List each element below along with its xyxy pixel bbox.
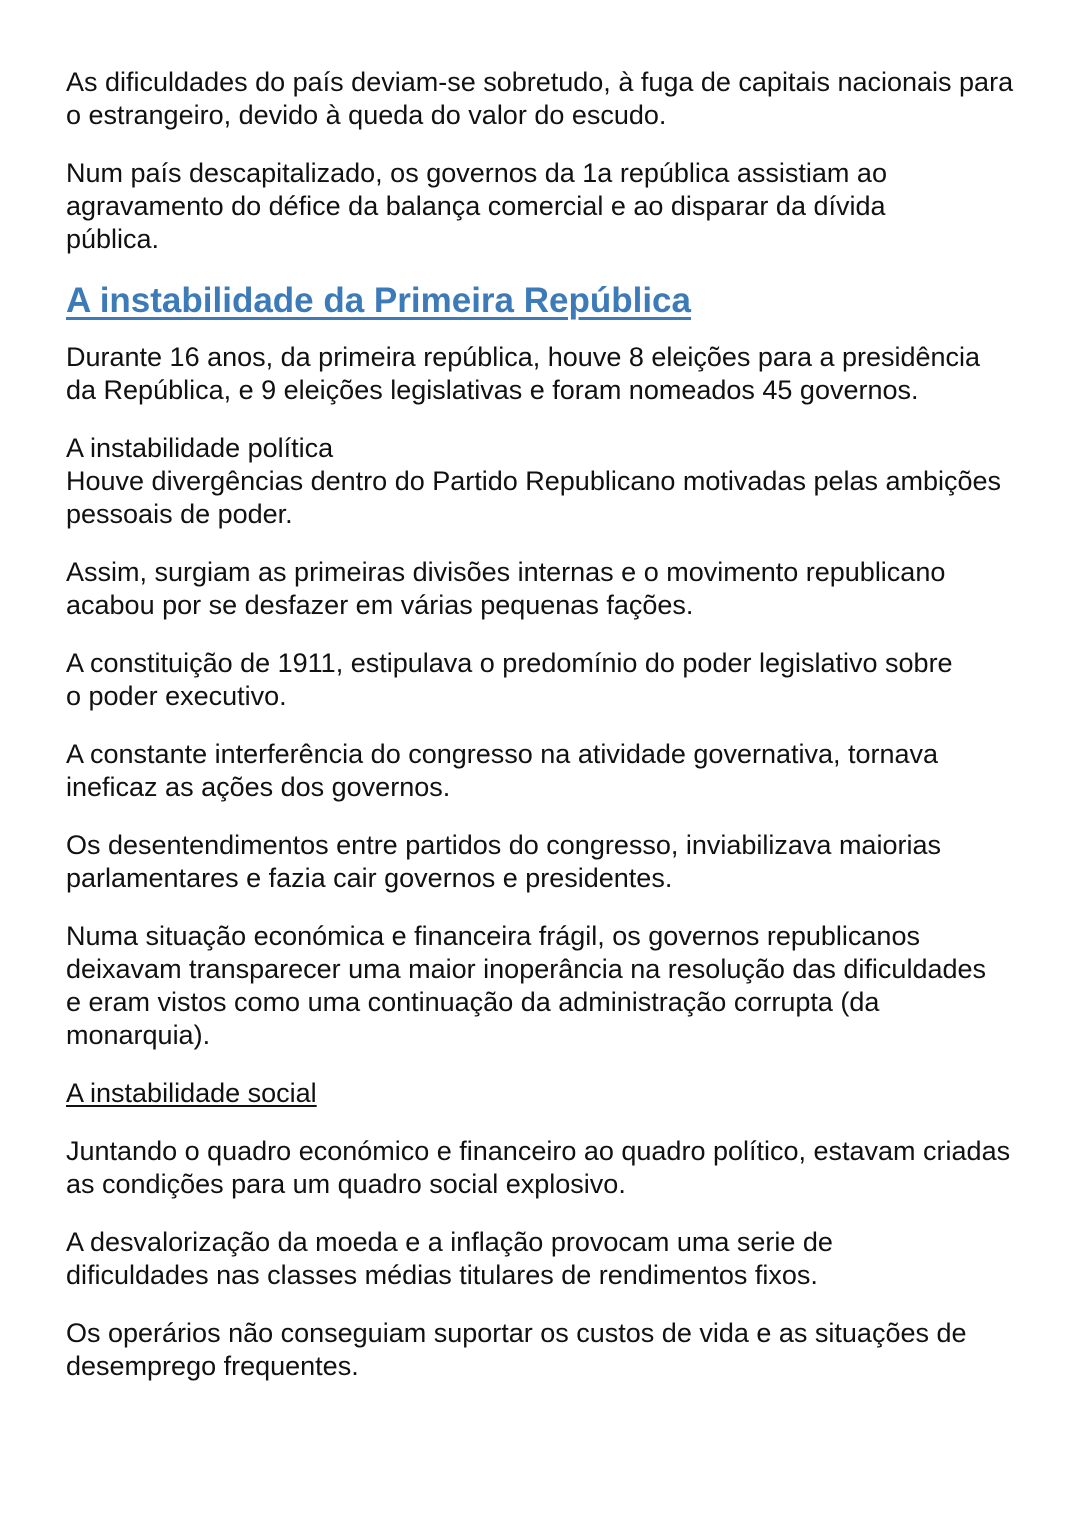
paragraph: Os operários não conseguiam suportar os custos de vida e as situações de desemprego frequentes.	[66, 1318, 967, 1381]
paragraph: A constante interferência do congresso na atividade governativa, tornava ineficaz as ações dos governos.	[66, 739, 939, 802]
paragraph: Durante 16 anos, da primeira república, houve 8 eleições para a presidência da República, e 9 eleições legislativas e foram nomeados 45 governos.	[66, 342, 981, 405]
subsection-title: A instabilidade social	[66, 1078, 317, 1108]
paragraph: As dificuldades do país deviam-se sobretudo, à fuga de capitais nacionais para o estrangeiro, devido à queda do valor do escudo.	[66, 67, 1014, 130]
paragraph: Os desentendimentos entre partidos do congresso, inviabilizava maiorias parlamentares e fazia cair governos e presidentes.	[66, 830, 941, 893]
paragraph: Numa situação económica e financeira frágil, os governos republicanos deixavam transparecer uma maior inoperância na resolução das dificuldades e eram vistos como uma continuação da administração corrupta (da monarquia).	[66, 921, 987, 1050]
paragraph: A constituição de 1911, estipulava o predomínio do poder legislativo sobre o poder executivo.	[66, 648, 953, 711]
section-heading: A instabilidade da Primeira República	[66, 281, 691, 320]
document-page	[66, 66, 1026, 1408]
paragraph: Houve divergências dentro do Partido Republicano motivadas pelas ambições pessoais de poder.	[66, 466, 1002, 529]
paragraph: A desvalorização da moeda e a inflação provocam uma serie de dificuldades nas classes médias titulares de rendimentos fixos.	[66, 1227, 833, 1290]
political-section	[66, 432, 1026, 531]
paragraph: Assim, surgiam as primeiras divisões internas e o movimento republicano acabou por se desfazer em várias pequenas fações.	[66, 557, 946, 620]
paragraph: Num país descapitalizado, os governos da 1a república assistiam ao agravamento do défice da balança comercial e ao disparar da dívida pública.	[66, 158, 887, 254]
subsection-title: A instabilidade política	[66, 433, 334, 463]
paragraph: Juntando o quadro económico e financeiro ao quadro político, estavam criadas as condições para um quadro social explosivo.	[66, 1136, 1011, 1199]
